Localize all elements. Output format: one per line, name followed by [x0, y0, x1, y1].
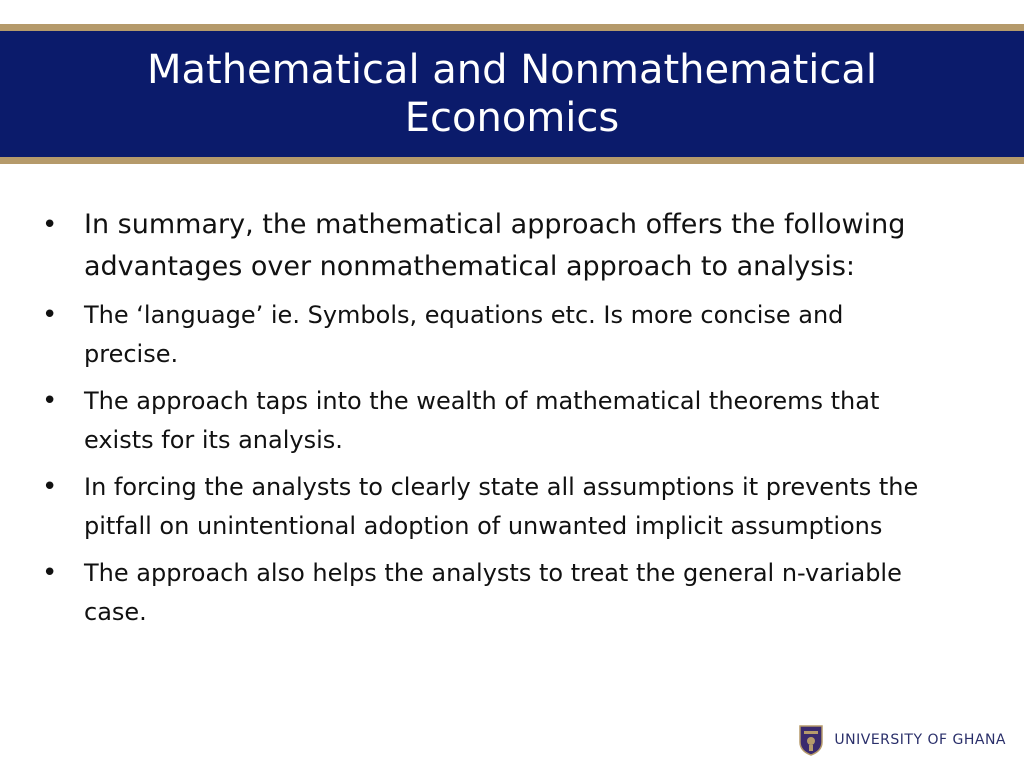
bullet-text: In forcing the analysts to clearly state all assumptions it prevents the pitfall on unintentional adoption of unwanted implicit assumptions [84, 473, 919, 540]
university-crest-icon [798, 724, 824, 756]
bullet-item [40, 554, 940, 632]
bullet-item [40, 382, 940, 460]
slide-content [40, 204, 940, 640]
bullet-item [40, 204, 940, 288]
bullet-icon: • [42, 386, 58, 416]
bullet-icon: • [42, 210, 58, 240]
bullet-text: In summary, the mathematical approach offers the following advantages over nonmathematical approach to analysis: [84, 209, 906, 282]
bullet-item [40, 468, 940, 546]
logo-text: UNIVERSITY OF GHANA [834, 732, 1006, 748]
bullet-icon: • [42, 472, 58, 502]
title-bar [0, 24, 1024, 164]
university-logo [798, 724, 1006, 756]
bullet-icon: • [42, 300, 58, 330]
bullet-text: The ‘language’ ie. Symbols, equations etc. Is more concise and precise. [84, 301, 844, 368]
bullet-text: The approach taps into the wealth of mathematical theorems that exists for its analysis. [84, 387, 880, 454]
bullet-item [40, 296, 940, 374]
slide-title: Mathematical and Nonmathematical Economics [147, 47, 877, 141]
bullet-icon: • [42, 558, 58, 588]
bullet-list [40, 204, 940, 632]
bullet-text: The approach also helps the analysts to treat the general n-variable case. [84, 559, 902, 626]
